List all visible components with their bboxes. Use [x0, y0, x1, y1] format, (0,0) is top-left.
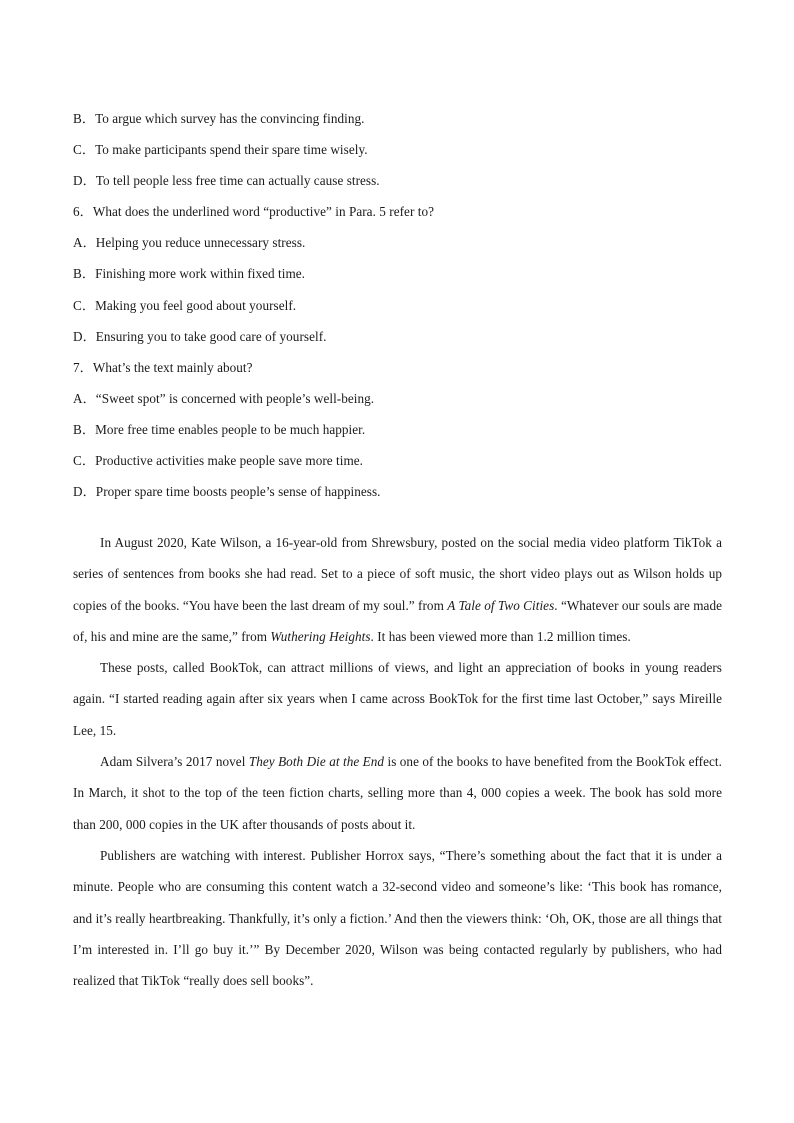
p3-text-a: Adam Silvera’s 2017 novel	[100, 754, 249, 770]
passage-paragraph-4: Publishers are watching with interest. Publisher Horrox says, “There’s something about the fact that it is under a minute. People who are consuming this content watch a 32-second video and someone’s like: ‘This book has romance, and it’s really heartbreaking. Thankfully, it’s only a fiction.’ And then the viewers think: ‘Oh, OK, those are all things that I’m interested in. I’ll go buy it.’” By December 2020, Wilson was being contacted regularly by publishers, who had realized that TikTok “really does sell books”.	[73, 847, 722, 989]
passage-paragraph-3	[73, 746, 722, 840]
passage-paragraph-1	[73, 527, 722, 652]
q6-stem: 6．What does the underlined word “productive” in Para. 5 refer to?	[73, 204, 435, 220]
q6-option-b: B．Finishing more work within fixed time.	[73, 266, 306, 282]
book-title-they-both-die: They Both Die at the End	[248, 754, 385, 770]
q5-option-b: B．To argue which survey has the convincing finding.	[73, 111, 365, 126]
p1-text-c: . It has been viewed more than 1.2 million times.	[370, 628, 631, 644]
p3-text-b: is one of the books to have benefited from the BookTok effect. In March, it shot to the top of the teen fiction charts, selling more than 4, 000 copies a week. The book has sold more than 200, 000 copies in the UK after thousands of posts about it.	[73, 754, 722, 832]
q7-stem: 7．What’s the text mainly about?	[73, 359, 253, 375]
q5-option-c: C．To make participants spend their spare time wisely.	[73, 142, 368, 158]
p1-text-b: . “Whatever our souls are made of, his and mine are the same,” from	[73, 597, 723, 644]
book-title-tale-of-two-cities: A Tale of Two Cities	[447, 597, 555, 613]
question-block	[73, 103, 723, 507]
q5-option-d: D．To tell people less free time can actually cause stress.	[73, 173, 380, 189]
q7-option-c: C．Productive activities make people save more time.	[73, 453, 364, 469]
q7-option-d: D．Proper spare time boosts people’s sense of happiness.	[73, 484, 381, 500]
q7-option-b: B．More free time enables people to be much happier.	[73, 421, 366, 437]
passage-paragraph-2: These posts, called BookTok, can attract millions of views, and light an appreciation of books in young readers again. “I started reading again after six years when I came across BookTok for the first time last October,” says Mireille Lee, 15.	[73, 660, 722, 738]
p1-text-a: In August 2020, Kate Wilson, a 16-year-old from Shrewsbury, posted on the social media video platform TikTok a series of sentences from books she had read. Set to a piece of soft music, the short video plays out as Wilson holds up copies of the books. “You have been the last dream of my soul.” from	[73, 535, 722, 613]
q7-option-a: A．“Sweet spot” is concerned with people’s well-being.	[73, 390, 375, 406]
q6-option-c: C．Making you feel good about yourself.	[73, 297, 297, 313]
q6-option-a: A．Helping you reduce unnecessary stress.	[73, 235, 306, 251]
book-title-wuthering-heights: Wuthering Heights	[270, 628, 371, 644]
q6-option-d: D．Ensuring you to take good care of yourself.	[73, 328, 327, 344]
reading-passage	[73, 527, 722, 996]
